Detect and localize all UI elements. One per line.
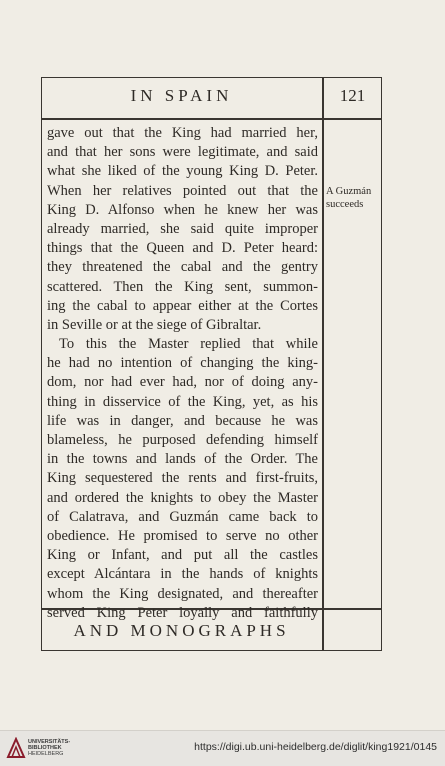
margin-note-line: succeeds [326,199,364,210]
text-line: and ordered the knights to obey the Master [47,489,318,506]
margin-note-line: A Guzmán [326,186,372,197]
text-line: King or Infant, and put all the castles [47,547,318,564]
university-logo-icon[interactable] [6,737,26,759]
text-line: he had no intention of changing the king- [47,355,318,372]
text-line: whom the King designated, and thereafter [47,585,318,602]
text-line: of Calatrava, and Guzmán came back to [47,508,318,525]
text-line: life was in danger, and because he was [47,412,318,429]
running-header: IN SPAIN [130,86,233,105]
text-line: thing in disservice of the King, yet, as his [47,393,318,410]
text-line: except Alcántara in the hands of knights [47,566,318,583]
text-line: King sequestered the rents and first-fruits, [47,470,318,487]
text-line: When her relatives pointed out that the [47,182,318,199]
text-line: in the towns and lands of the Order. The [47,451,318,468]
text-line: they threatened the cabal and the gentry [47,259,318,276]
university-logo-text[interactable]: UNIVERSITÄTS- BIBLIOTHEK HEIDELBERG [28,739,71,757]
text-line: gave out that the King had married her, [47,125,318,141]
page-number: 121 [339,86,366,105]
text-line: scattered. Then the King sent, summon- [47,278,318,295]
running-footer: AND MONOGRAPHS [73,621,290,640]
text-line: already married, she said quite improper [47,220,318,237]
text-line: blameless, he purposed defending himself [47,432,318,448]
permalink-url[interactable]: https://digi.ub.uni-heidelberg.de/diglit/king1921/0145 [194,741,437,753]
text-line: obedience. He promised to serve no other [47,527,318,544]
margin-note [326,185,388,211]
text-line: ing the cabal to appear either at the Cortes [47,297,318,314]
text-line: and that her sons were legitimate, and said [47,144,318,161]
text-line: King D. Alfonso when he knew her was [47,201,318,218]
text-line: things that the Queen and D. Peter heard: [47,240,318,257]
text-line: served King Peter loyally and faithfully [47,604,318,621]
text-line: To this the Master replied that while [59,336,318,353]
text-line: what she liked of the young King D. Peter. [47,163,318,180]
header-divider [41,118,382,120]
margin-divider [322,77,324,651]
body-text [47,124,318,623]
text-line: dom, nor had ever had, nor of doing any- [47,374,318,391]
text-line: in Seville or at the siege of Gibraltar. [47,316,262,333]
